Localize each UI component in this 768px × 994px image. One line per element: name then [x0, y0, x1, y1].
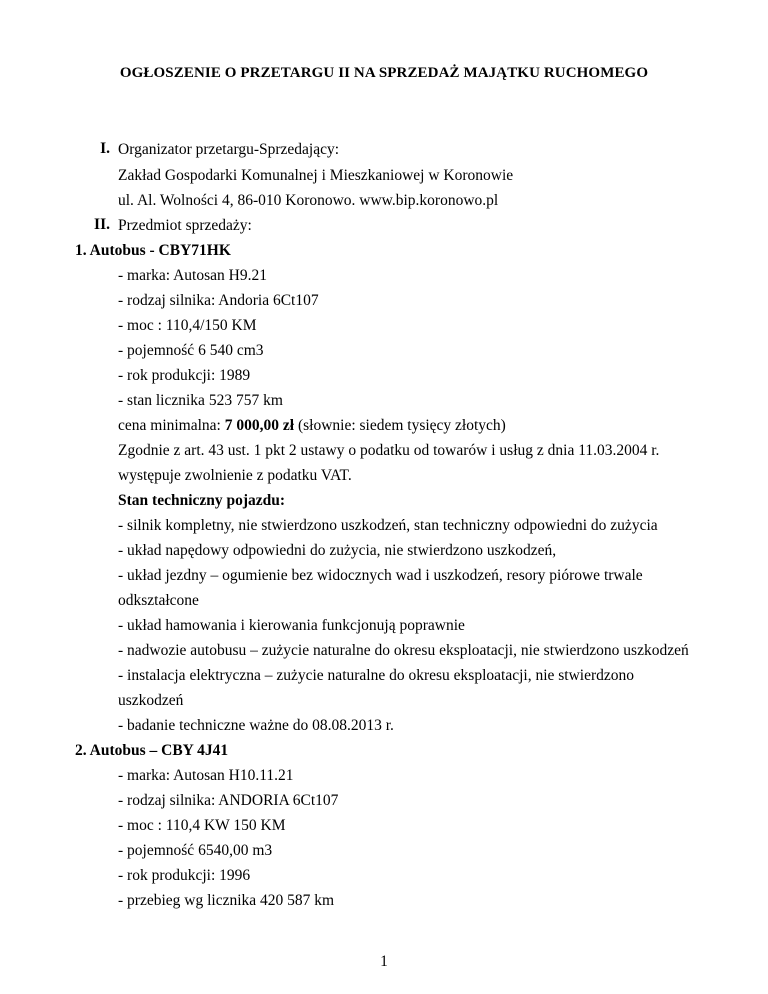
item-1-condition-heading: Stan techniczny pojazdu:	[118, 492, 286, 509]
section-2-heading: Przedmiot sprzedaży:	[118, 217, 252, 234]
item-1-condition-line: - nadwozie autobusu – zużycie naturalne do okresu eksploatacji, nie stwierdzono uszkodzeń	[118, 642, 689, 659]
item-2-spec: - marka: Autosan H10.11.21	[118, 767, 294, 784]
item-2-heading: 2. Autobus – CBY 4J41	[75, 742, 229, 759]
item-1-condition-line: - instalacja elektryczna – zużycie naturalne do okresu eksploatacji, nie stwierdzono	[118, 667, 635, 684]
item-1-price	[118, 416, 506, 436]
item-2-spec: - moc : 110,4 KW 150 KM	[118, 817, 286, 834]
item-1-spec: - stan licznika 523 757 km	[118, 392, 283, 409]
item-1-spec: - moc : 110,4/150 KM	[118, 317, 257, 334]
price-in-words: (słownie: siedem tysięcy złotych)	[294, 417, 506, 434]
item-1-spec: - pojemność 6 540 cm3	[118, 342, 264, 359]
item-2-spec: - pojemność 6540,00 m3	[118, 842, 273, 859]
page-number: 1	[380, 953, 388, 970]
price-label: cena minimalna:	[118, 417, 225, 434]
organizer-address: ul. Al. Wolności 4, 86-010 Koronowo. www.bip.koronowo.pl	[118, 192, 499, 209]
item-1-spec: - marka: Autosan H9.21	[118, 267, 267, 284]
item-1-condition-line: - badanie techniczne ważne do 08.08.2013 r.	[118, 717, 394, 734]
item-2-spec: - przebieg wg licznika 420 587 km	[118, 892, 335, 909]
item-1-condition-line: uszkodzeń	[118, 692, 184, 709]
section-2-numeral: II.	[94, 216, 110, 233]
item-2-spec: - rok produkcji: 1996	[118, 867, 251, 884]
item-1-vat-note: występuje zwolnienie z podatku VAT.	[118, 467, 352, 484]
item-1-condition-line: - układ hamowania i kierowania funkcjonują poprawnie	[118, 617, 465, 634]
item-1-condition-line: odkształcone	[118, 592, 199, 609]
item-1-condition-line: - układ jezdny – ogumienie bez widocznych wad i uszkodzeń, resory piórowe trwale	[118, 567, 643, 584]
item-1-condition-line: - silnik kompletny, nie stwierdzono uszkodzeń, stan techniczny odpowiedni do zużycia	[118, 517, 658, 534]
document-title: OGŁOSZENIE O PRZETARGU II NA SPRZEDAŻ MAJĄTKU RUCHOMEGO	[119, 65, 649, 81]
section-1-numeral: I.	[100, 140, 110, 157]
item-1-heading: 1. Autobus - CBY71HK	[75, 242, 231, 259]
item-1-spec: - rok produkcji: 1989	[118, 367, 251, 384]
item-2-spec: - rodzaj silnika: ANDORIA 6Ct107	[118, 792, 339, 809]
organizer-name: Zakład Gospodarki Komunalnej i Mieszkaniowej w Koronowie	[118, 167, 514, 184]
item-1-spec: - rodzaj silnika: Andoria 6Ct107	[118, 292, 319, 309]
item-1-vat-note: Zgodnie z art. 43 ust. 1 pkt 2 ustawy o podatku od towarów i usług z dnia 11.03.2004 r.	[118, 442, 660, 459]
item-1-condition-line: - układ napędowy odpowiedni do zużycia, nie stwierdzono uszkodzeń,	[118, 542, 557, 559]
section-1-heading: Organizator przetargu-Sprzedający:	[118, 141, 340, 158]
price-value: 7 000,00 zł	[224, 417, 295, 434]
